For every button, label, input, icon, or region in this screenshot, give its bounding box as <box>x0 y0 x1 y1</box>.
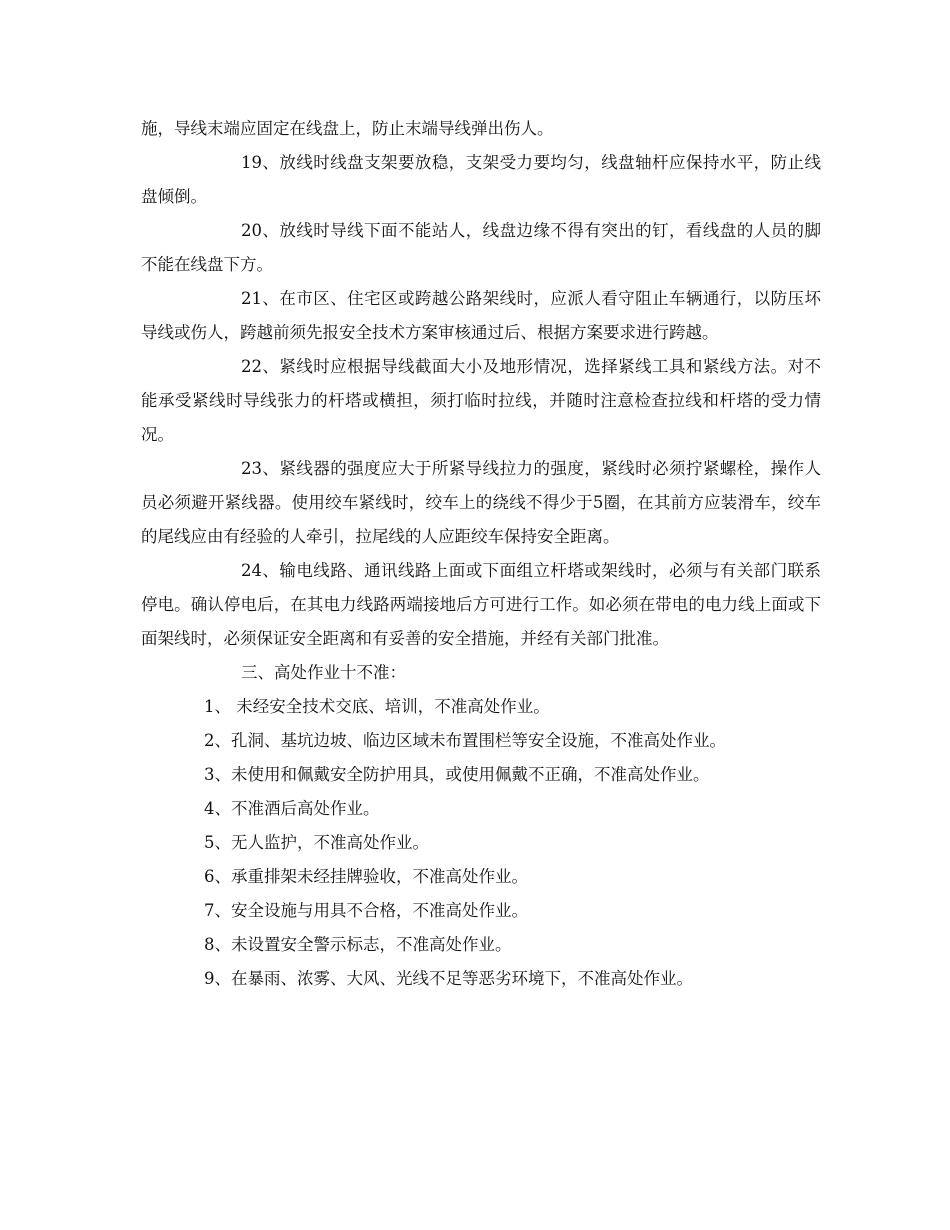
list-item: 9、在暴雨、浓雾、大风、光线不足等恶劣环境下，不准高处作业。 <box>204 969 693 988</box>
list-item: 6、承重排架未经挂牌验收，不准高处作业。 <box>204 867 528 886</box>
document-body <box>141 112 821 996</box>
list-item: 5、无人监护，不准高处作业。 <box>204 833 429 852</box>
list-item: 3、未使用和佩戴安全防护用具，或使用佩戴不正确，不准高处作业。 <box>204 765 710 784</box>
list-item: 4、不准酒后高处作业。 <box>204 799 380 818</box>
section-title: 三、高处作业十不准： <box>241 663 406 682</box>
paragraph-item-20: 20、放线时导线下面不能站人，线盘边缘不得有突出的钉，看线盘的人员的脚不能在线盘下方。 <box>141 221 821 274</box>
paragraph-item-21: 21、在市区、住宅区或跨越公路架线时，应派人看守阻止车辆通行，以防压坏导线或伤人，跨越前须先报安全技术方案审核通过后、根据方案要求进行跨越。 <box>141 289 821 342</box>
list-item: 2、孔洞、基坑边坡、临边区域未布置围栏等安全设施，不准高处作业。 <box>204 731 726 750</box>
paragraph-item-22: 22、紧线时应根据导线截面大小及地形情况，选择紧线工具和紧线方法。对不能承受紧线时导线张力的杆塔或横担，须打临时拉线，并随时注意检查拉线和杆塔的受力情况。 <box>141 357 821 444</box>
paragraph-item-24: 24、输电线路、通讯线路上面或下面组立杆塔或架线时，必须与有关部门联系停电。确认停电后，在其电力线路两端接地后方可进行工作。如必须在带电的电力线上面或下面架线时，必须保证安全距离和有妥善的安全措施，并经有关部门批准。 <box>141 561 821 648</box>
paragraph-item-23: 23、紧线器的强度应大于所紧导线拉力的强度，紧线时必须拧紧螺栓，操作人员必须避开紧线器。使用绞车紧线时，绞车上的绕线不得少于5圈，在其前方应装滑车，绞车的尾线应由有经验的人牵引，拉尾线的人应距绞车保持安全距离。 <box>141 459 821 546</box>
list-item: 8、未设置安全警示标志，不准高处作业。 <box>204 935 512 954</box>
list-item: 1、 未经安全技术交底、培训，不准高处作业。 <box>204 697 550 716</box>
paragraph-continuation: 施，导线末端应固定在线盘上，防止末端导线弹出伤人。 <box>141 119 554 138</box>
paragraph-item-19: 19、放线时线盘支架要放稳，支架受力要均匀，线盘轴杆应保持水平，防止线盘倾倒。 <box>141 153 821 206</box>
list-item: 7、安全设施与用具不合格，不准高处作业。 <box>204 901 528 920</box>
